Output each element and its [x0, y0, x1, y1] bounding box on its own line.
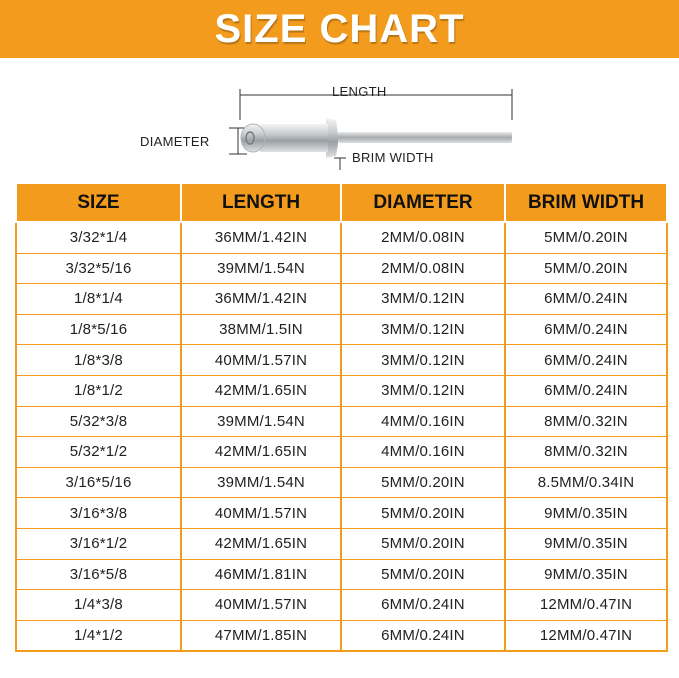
- table-row: [16, 406, 667, 437]
- table-row: [16, 314, 667, 345]
- cell-length: 40MM/1.57IN: [181, 590, 341, 621]
- cell-brim-width: 8.5MM/0.34IN: [505, 467, 667, 498]
- cell-length: 46MM/1.81IN: [181, 559, 341, 590]
- cell-size: 3/16*5/16: [16, 467, 181, 498]
- cell-length: 39MM/1.54N: [181, 253, 341, 284]
- table-row: [16, 559, 667, 590]
- cell-brim-width: 5MM/0.20IN: [505, 253, 667, 284]
- cell-brim-width: 9MM/0.35IN: [505, 528, 667, 559]
- cell-brim-width: 12MM/0.47IN: [505, 590, 667, 621]
- cell-brim-width: 6MM/0.24IN: [505, 375, 667, 406]
- cell-diameter: 5MM/0.20IN: [341, 467, 505, 498]
- cell-length: 39MM/1.54N: [181, 406, 341, 437]
- table-row: [16, 590, 667, 621]
- brim-width-label: BRIM WIDTH: [352, 150, 434, 165]
- cell-diameter: 5MM/0.20IN: [341, 559, 505, 590]
- cell-brim-width: 6MM/0.24IN: [505, 314, 667, 345]
- table-header-row: [16, 183, 667, 222]
- header-length: LENGTH: [181, 183, 341, 222]
- cell-brim-width: 8MM/0.32IN: [505, 406, 667, 437]
- table-row: [16, 528, 667, 559]
- banner-title: SIZE CHART: [214, 6, 465, 51]
- cell-brim-width: 6MM/0.24IN: [505, 284, 667, 315]
- rivet-diagram: [0, 58, 679, 176]
- cell-brim-width: 5MM/0.20IN: [505, 222, 667, 253]
- length-label: LENGTH: [332, 84, 387, 99]
- cell-size: 5/32*3/8: [16, 406, 181, 437]
- table-row: [16, 253, 667, 284]
- table-row: [16, 620, 667, 651]
- cell-diameter: 6MM/0.24IN: [341, 620, 505, 651]
- cell-length: 36MM/1.42IN: [181, 222, 341, 253]
- cell-diameter: 5MM/0.20IN: [341, 498, 505, 529]
- cell-size: 3/16*1/2: [16, 528, 181, 559]
- table-row: [16, 345, 667, 376]
- cell-diameter: 3MM/0.12IN: [341, 345, 505, 376]
- table-row: [16, 437, 667, 468]
- cell-diameter: 3MM/0.12IN: [341, 375, 505, 406]
- cell-size: 3/16*3/8: [16, 498, 181, 529]
- cell-size: 1/8*3/8: [16, 345, 181, 376]
- cell-length: 38MM/1.5IN: [181, 314, 341, 345]
- cell-size: 3/32*5/16: [16, 253, 181, 284]
- diameter-label: DIAMETER: [140, 134, 210, 149]
- cell-diameter: 4MM/0.16IN: [341, 406, 505, 437]
- rivet-icon: [0, 58, 679, 176]
- size-chart-table: [15, 182, 668, 652]
- cell-size: 1/8*5/16: [16, 314, 181, 345]
- cell-length: 42MM/1.65IN: [181, 375, 341, 406]
- header-diameter: DIAMETER: [341, 183, 505, 222]
- cell-size: 3/32*1/4: [16, 222, 181, 253]
- cell-size: 1/4*3/8: [16, 590, 181, 621]
- cell-length: 42MM/1.65IN: [181, 528, 341, 559]
- cell-length: 36MM/1.42IN: [181, 284, 341, 315]
- table-row: [16, 222, 667, 253]
- cell-length: 47MM/1.85IN: [181, 620, 341, 651]
- cell-length: 42MM/1.65IN: [181, 437, 341, 468]
- table-row: [16, 375, 667, 406]
- cell-length: 40MM/1.57IN: [181, 345, 341, 376]
- table-row: [16, 467, 667, 498]
- cell-brim-width: 8MM/0.32IN: [505, 437, 667, 468]
- table-row: [16, 284, 667, 315]
- table-row: [16, 498, 667, 529]
- cell-diameter: 3MM/0.12IN: [341, 284, 505, 315]
- size-chart-banner: [0, 0, 679, 58]
- cell-diameter: 2MM/0.08IN: [341, 253, 505, 284]
- cell-length: 39MM/1.54N: [181, 467, 341, 498]
- cell-diameter: 3MM/0.12IN: [341, 314, 505, 345]
- brim-dimension-line: [334, 158, 346, 170]
- cell-size: 1/8*1/2: [16, 375, 181, 406]
- cell-length: 40MM/1.57IN: [181, 498, 341, 529]
- cell-size: 1/4*1/2: [16, 620, 181, 651]
- header-size: SIZE: [16, 183, 181, 222]
- cell-diameter: 5MM/0.20IN: [341, 528, 505, 559]
- cell-diameter: 6MM/0.24IN: [341, 590, 505, 621]
- cell-size: 5/32*1/2: [16, 437, 181, 468]
- cell-brim-width: 6MM/0.24IN: [505, 345, 667, 376]
- header-brim-width: BRIM WIDTH: [505, 183, 667, 222]
- cell-brim-width: 12MM/0.47IN: [505, 620, 667, 651]
- cell-diameter: 2MM/0.08IN: [341, 222, 505, 253]
- cell-brim-width: 9MM/0.35IN: [505, 559, 667, 590]
- cell-brim-width: 9MM/0.35IN: [505, 498, 667, 529]
- cell-diameter: 4MM/0.16IN: [341, 437, 505, 468]
- cell-size: 1/8*1/4: [16, 284, 181, 315]
- cell-size: 3/16*5/8: [16, 559, 181, 590]
